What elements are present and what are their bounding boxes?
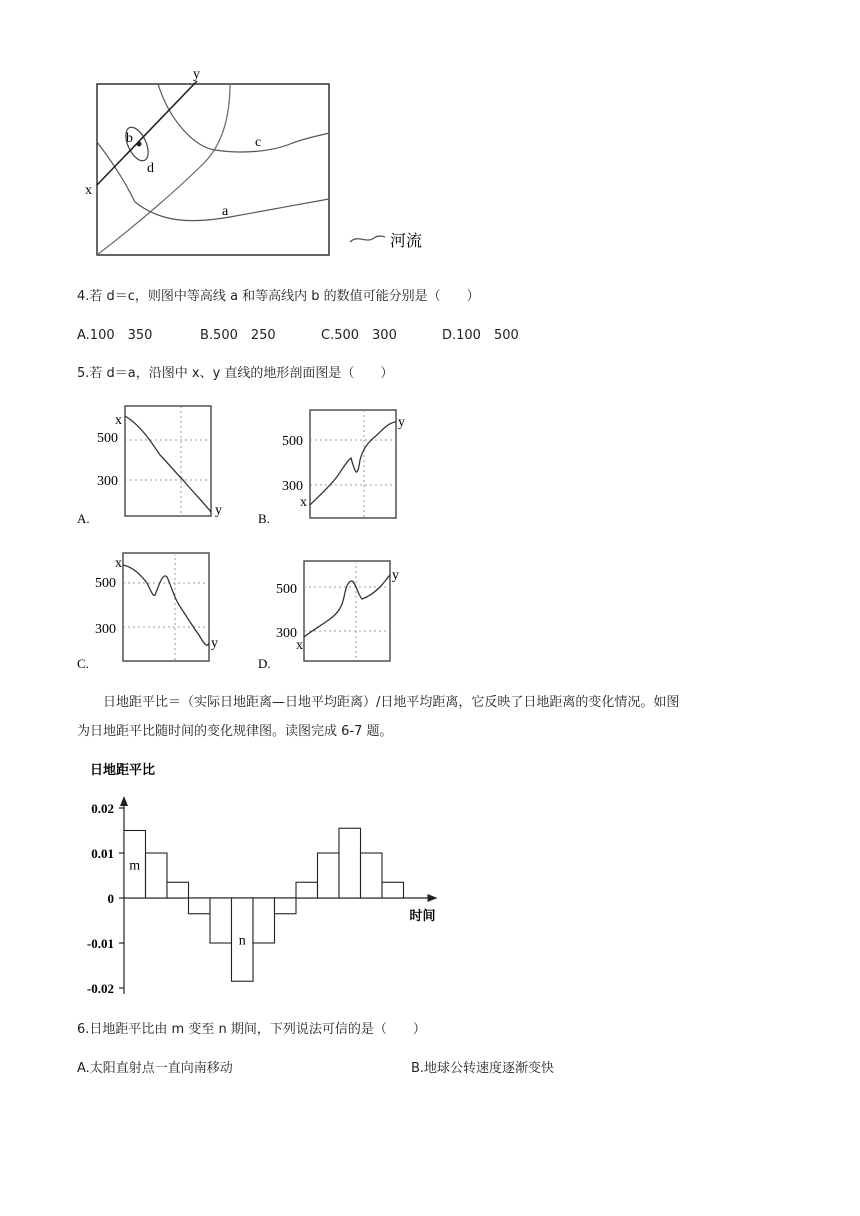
contour-map [80,62,450,262]
bar [382,882,404,898]
q4-option-d: D.100 500 [442,328,519,343]
bar [275,898,297,914]
svg-text:x: x [115,413,122,428]
intro-line-1: 日地距平比＝（实际日地距离—日地平均距离）/日地平均距离，它反映了日地距离的变化情况。如图 [103,695,680,710]
x-axis-arrow [428,894,438,902]
bar [189,898,211,914]
profile-d [256,547,416,672]
label-d: d [147,161,154,176]
svg-text:y: y [211,636,218,651]
legend-river-label: 河流 [390,233,423,250]
q4-option-c: C.500 300 [321,328,397,343]
svg-text:x: x [115,556,122,571]
label-b: b [126,131,133,146]
y-tick-label: -0.02 [86,981,114,996]
q6-stem: 6.日地距平比由 m 变至 n 期间，下列说法可信的是（ ） [77,1022,426,1037]
svg-text:500: 500 [282,434,303,449]
x-axis-label: 时间 [409,908,436,923]
y-axis-arrow [120,796,128,806]
profile-a [75,400,235,525]
bar [146,853,168,898]
intro-paragraph [77,688,797,746]
svg-text:D.: D. [258,656,271,671]
chart-title: 日地距平比 [90,762,156,777]
svg-text:300: 300 [97,474,118,489]
bar [253,898,275,943]
svg-text:500: 500 [95,576,116,591]
svg-text:y: y [392,568,399,583]
svg-text:A.: A. [77,511,90,525]
bar [339,828,361,898]
profile-c [75,547,235,672]
y-tick-label: -0.01 [86,936,114,951]
y-tick-label: 0 [107,891,114,906]
svg-text:x: x [296,638,303,653]
svg-text:500: 500 [276,582,297,597]
contour-upper [158,84,215,150]
q4-stem: 4.若 d＝c，则图中等高线 a 和等高线内 b 的数值可能分别是（ ） [77,289,480,304]
q6-option-a: A.太阳直射点一直向南移动 [77,1061,233,1076]
svg-text:y: y [215,503,222,518]
svg-text:500: 500 [97,431,118,446]
svg-text:300: 300 [276,626,297,641]
q4-option-a: A.100 350 [77,328,153,343]
bar [361,853,383,898]
bar [296,882,318,898]
bar-annotation: m [129,858,141,874]
legend-river-symbol [350,236,385,242]
bar [167,882,189,898]
svg-text:C.: C. [77,656,89,671]
map-frame [97,84,329,255]
svg-text:y: y [398,415,405,430]
bar-annotation: n [238,933,246,949]
bar [210,898,232,943]
q5-stem: 5.若 d＝a，沿图中 x、y 直线的地形剖面图是（ ） [77,366,394,381]
profile-b [256,400,416,525]
q4-option-b: B.500 250 [200,328,276,343]
svg-text:300: 300 [282,479,303,494]
bar [318,853,340,898]
y-tick-label: 0.01 [91,846,114,861]
contour-a [135,199,329,221]
label-a: a [222,204,229,219]
q6-option-b: B.地球公转速度逐渐变快 [411,1061,555,1076]
label-y: y [193,67,200,82]
label-c: c [255,135,262,150]
y-tick-label: 0.02 [91,801,114,816]
intro-line-2: 为日地距平比随时间的变化规律图。读图完成 6-7 题。 [77,724,393,739]
svg-text:300: 300 [95,622,116,637]
contour-c [215,133,329,152]
label-x: x [85,183,92,198]
svg-text:x: x [300,495,307,510]
svg-text:B.: B. [258,511,270,525]
distance-ratio-chart [70,756,470,1001]
